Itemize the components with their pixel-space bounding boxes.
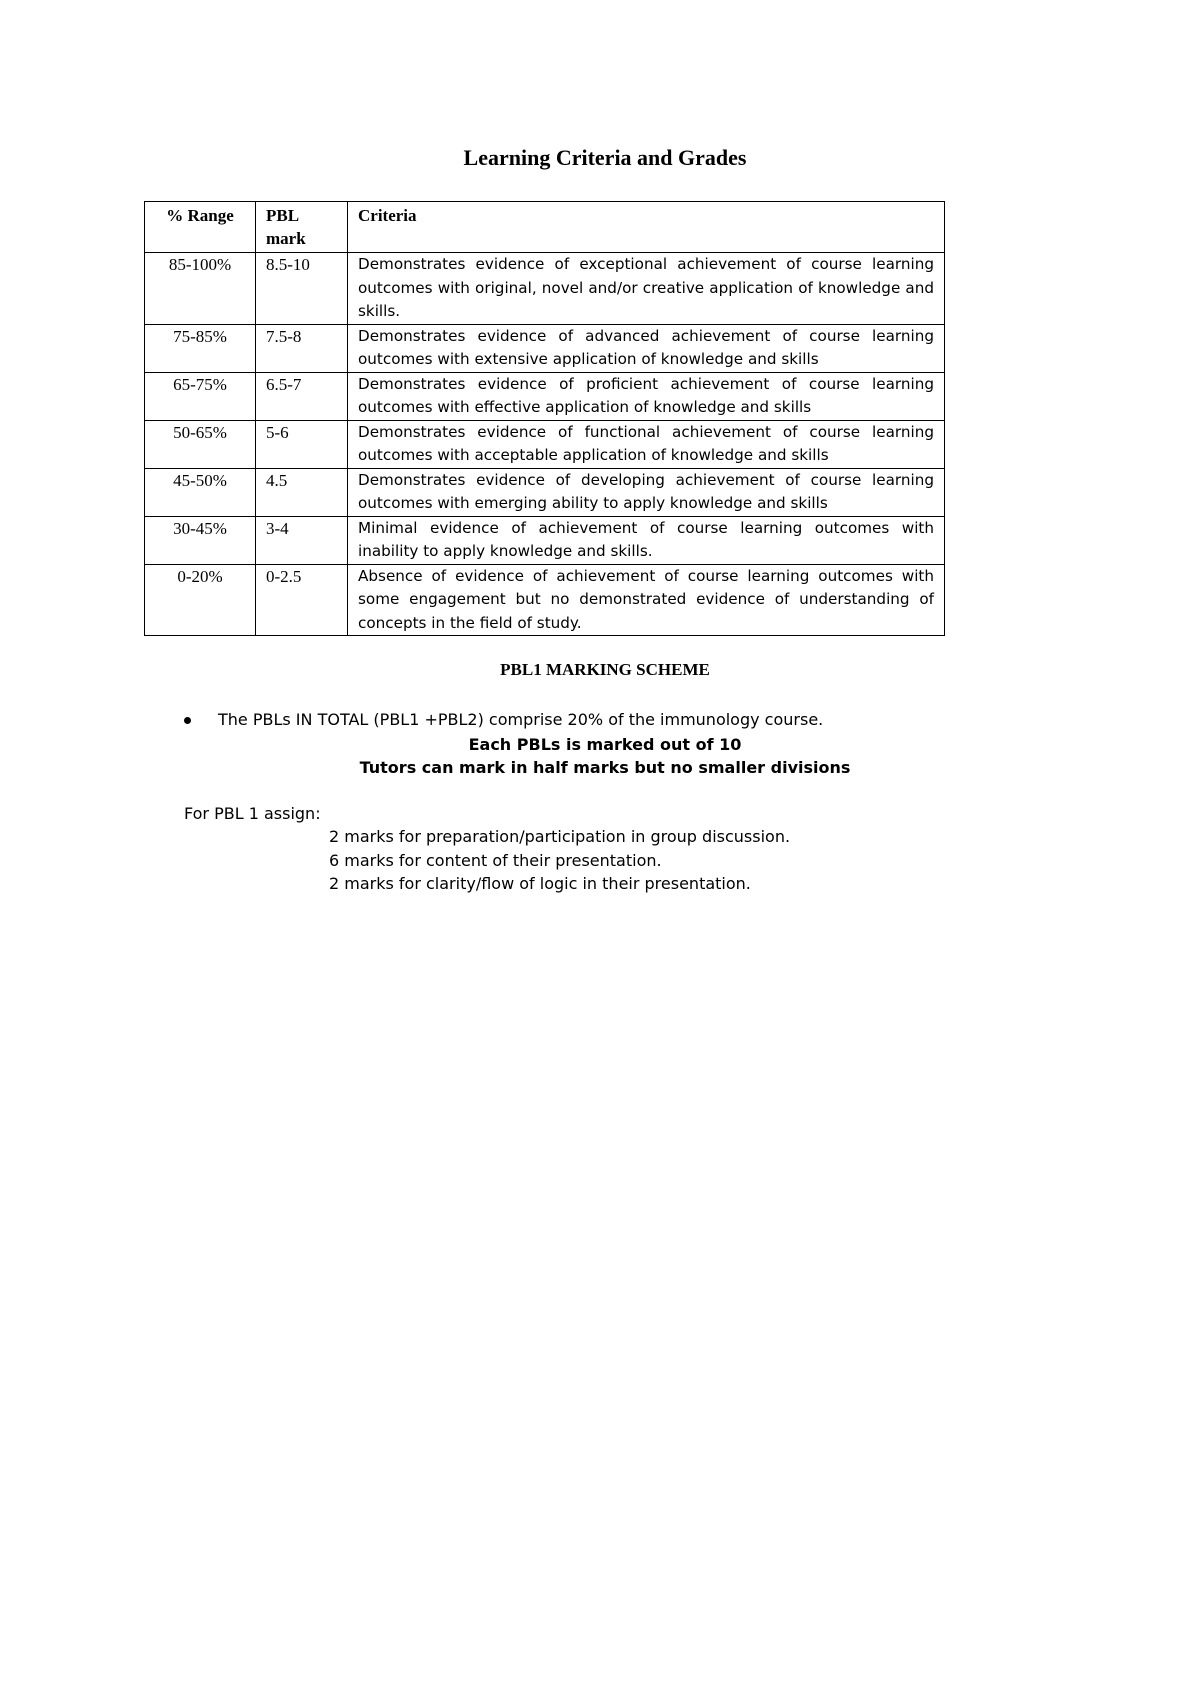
assign-item: 6 marks for content of their presentation.: [329, 850, 662, 870]
cell-criteria: Demonstrates evidence of developing achievement of course learning outcomes with emerging ability to apply knowledge and skills: [348, 468, 945, 516]
header-pbl-mark: PBL mark: [256, 202, 348, 253]
cell-criteria: Demonstrates evidence of functional achievement of course learning outcomes with acceptable application of knowledge and skills: [348, 420, 945, 468]
bullet-icon: [184, 717, 191, 724]
header-range: % Range: [145, 202, 256, 253]
header-criteria: Criteria: [348, 202, 945, 253]
cell-criteria: Absence of evidence of achievement of course learning outcomes with some engagement but no demonstrated evidence of understanding of concepts in the field of study.: [348, 564, 945, 636]
table-row: [145, 324, 945, 372]
cell-pbl-mark: 3-4: [256, 516, 348, 564]
table-row: [145, 253, 945, 325]
cell-criteria: Demonstrates evidence of proficient achievement of course learning outcomes with effective application of knowledge and skills: [348, 372, 945, 420]
table-header-row: [145, 202, 945, 253]
table-row: [145, 420, 945, 468]
page-title: Learning Criteria and Grades: [463, 145, 747, 170]
assign-item: 2 marks for preparation/participation in group discussion.: [329, 827, 791, 846]
assign-list: [329, 825, 790, 896]
cell-range: 30-45%: [145, 516, 256, 564]
cell-criteria: Minimal evidence of achievement of course learning outcomes with inability to apply knowledge and skills.: [348, 516, 945, 564]
assign-item: 2 marks for clarity/flow of logic in their presentation.: [329, 874, 751, 893]
bullet-text: The PBLs IN TOTAL (PBL1 +PBL2) comprise 20% of the immunology course.: [218, 710, 824, 729]
cell-pbl-mark: 0-2.5: [256, 564, 348, 636]
cell-pbl-mark: 6.5-7: [256, 372, 348, 420]
table-row: [145, 372, 945, 420]
cell-pbl-mark: 7.5-8: [256, 324, 348, 372]
criteria-table: [144, 201, 945, 636]
marking-scheme-title: PBL1 MARKING SCHEME: [500, 660, 710, 679]
cell-range: 75-85%: [145, 324, 256, 372]
cell-range: 85-100%: [145, 253, 256, 325]
cell-pbl-mark: 8.5-10: [256, 253, 348, 325]
table-row: [145, 468, 945, 516]
table-row: [145, 564, 945, 636]
cell-range: 50-65%: [145, 420, 256, 468]
cell-pbl-mark: 5-6: [256, 420, 348, 468]
cell-criteria: Demonstrates evidence of advanced achievement of course learning outcomes with extensive application of knowledge and skills: [348, 324, 945, 372]
cell-range: 65-75%: [145, 372, 256, 420]
half-marks-note: Tutors can mark in half marks but no smaller divisions: [359, 758, 851, 777]
cell-pbl-mark: 4.5: [256, 468, 348, 516]
cell-range: 0-20%: [145, 564, 256, 636]
assign-label: For PBL 1 assign:: [184, 804, 321, 823]
marked-out-of-note: Each PBLs is marked out of 10: [468, 735, 742, 754]
cell-range: 45-50%: [145, 468, 256, 516]
cell-criteria: Demonstrates evidence of exceptional achievement of course learning outcomes with original, novel and/or creative application of knowledge and skills.: [348, 253, 945, 325]
table-row: [145, 516, 945, 564]
